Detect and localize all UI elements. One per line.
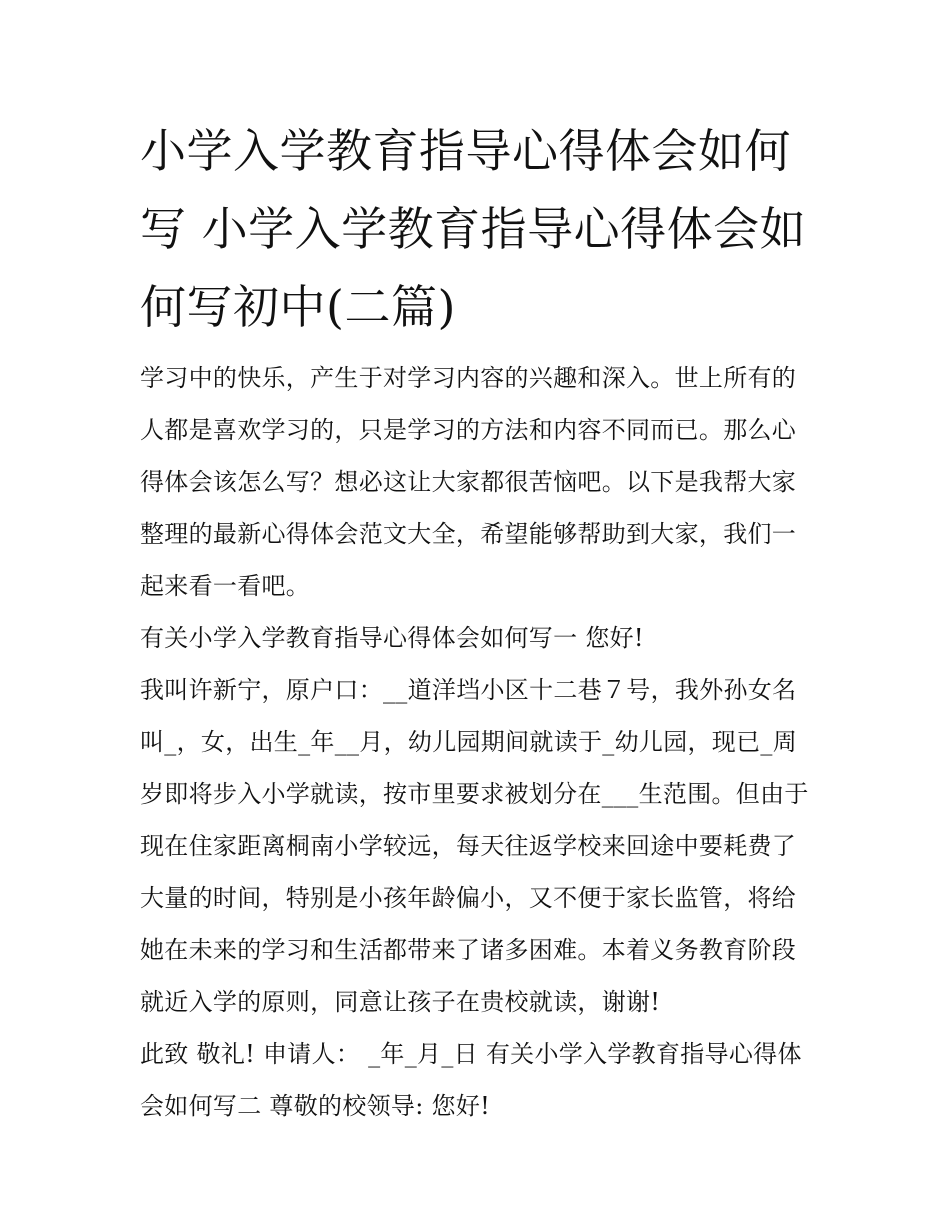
intro-paragraph: 学习中的快乐，产生于对学习内容的兴趣和深入。世上所有的人都是喜欢学习的，只是学习的方法和内容不同而已。那么心得体会该怎么写？想必这让大家都很苦恼吧。以下是我帮大家整理的最新心得体会范文大全，希望能够帮助到大家，我们一起来看一看吧。: [140, 364, 797, 600]
closing-paragraph: 此致 敬礼! 申请人： _年_月_日 有关小学入学教育指导心得体会如何写二 尊敬的校领导: 您好!: [140, 1040, 802, 1120]
document-title: 小学入学教育指导心得体会如何写 小学入学教育指导心得体会如何写初中(二篇): [140, 124, 807, 334]
application-paragraph: 我叫许新宁，原户口：__道洋垱小区十二巷７号，我外孙女名叫_，女，出生_年__月，幼儿园期间就读于_幼儿园，现已_周岁即将步入小学就读，按市里要求被划分在___生范围。但由于现在住家距离桐南小学较远，每天往返学校来回途中要耗费了大量的时间，特别是小孩年龄偏小，又不便于家长监管，将给她在未来的学习和生活都带来了诸多困难。本着义务教育阶段就近入学的原则，同意让孩子在贵校就读，谢谢!: [140, 676, 809, 1016]
document-body: [140, 352, 820, 1132]
section-one-heading-paragraph: 有关小学入学教育指导心得体会如何写一 您好!: [140, 624, 644, 652]
